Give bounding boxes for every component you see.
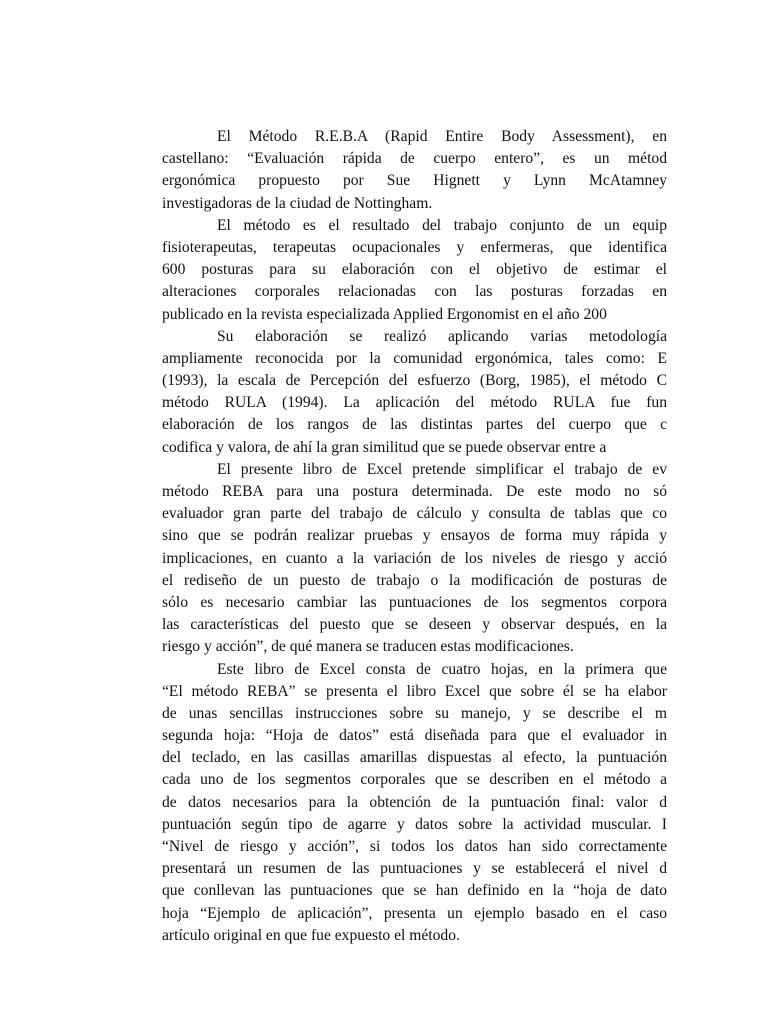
text-line: hoja “Ejemplo de aplicación”, presenta un ejemplo basado en el caso xyxy=(162,904,667,922)
text-line: El Método R.E.B.A (Rapid Entire Body Assessment), en xyxy=(217,128,667,145)
text-line: que conllevan las puntuaciones que se han definido en la “hoja de dato xyxy=(162,882,667,900)
text-line: sino que se podrán realizar pruebas y ensayos de forma muy rápida y xyxy=(162,527,667,545)
text-line: alteraciones corporales relacionadas con las posturas forzadas en xyxy=(162,283,667,301)
paragraph xyxy=(162,326,667,459)
text-line: evaluador gran parte del trabajo de cálculo y consulta de tablas que co xyxy=(162,505,667,523)
text-line: sólo es necesario cambiar las puntuaciones de los segmentos corpora xyxy=(162,593,667,611)
text-line: implicaciones, en cuanto a la variación de los niveles de riesgo y acció xyxy=(162,549,667,567)
text-line: puntuación según tipo de agarre y datos sobre la actividad muscular. I xyxy=(162,815,667,833)
text-line: riesgo y acción”, de qué manera se traducen estas modificaciones. xyxy=(162,638,574,656)
text-line: (1993), la escala de Percepción del esfuerzo (Borg, 1985), el método C xyxy=(162,372,667,390)
text-line: Este libro de Excel consta de cuatro hojas, en la primera que xyxy=(217,660,667,678)
text-line: “Nivel de riesgo y acción”, si todos los datos han sido correctamente xyxy=(162,838,667,855)
paragraph xyxy=(162,459,667,659)
text-line: método RULA (1994). La aplicación del método RULA fue fun xyxy=(162,394,667,412)
text-line: ergonómica propuesto por Sue Hignett y Lynn McAtamney xyxy=(162,172,667,190)
text-line: investigadoras de la ciudad de Nottingham. xyxy=(162,194,433,212)
text-line: “El método REBA” se presenta el libro Excel que sobre él se ha elabor xyxy=(162,682,667,700)
text-line: las características del puesto que se deseen y observar después, en la xyxy=(162,616,667,634)
text-line: El método es el resultado del trabajo conjunto de un equip xyxy=(217,216,667,234)
text-line: fisioterapeutas, terapeutas ocupacionales y enfermeras, que identifica xyxy=(162,238,667,256)
text-line: elaboración de los rangos de las distintas partes del cuerpo que c xyxy=(162,416,667,434)
paragraph xyxy=(162,126,667,215)
text-line: codifica y valora, de ahí la gran similitud que se puede observar entre a xyxy=(162,438,607,456)
text-line: El presente libro de Excel pretende simplificar el trabajo de ev xyxy=(217,460,667,478)
paragraph xyxy=(162,659,667,947)
text-line: artículo original en que fue expuesto el método. xyxy=(162,926,460,944)
text-line: Su elaboración se realizó aplicando varias metodología xyxy=(217,327,667,345)
text-line: 600 posturas para su elaboración con el objetivo de estimar el xyxy=(162,261,667,279)
text-line: castellano: “Evaluación rápida de cuerpo entero”, es un métod xyxy=(162,150,667,168)
text-line: del teclado, en las casillas amarillas dispuestas al efecto, la puntuación xyxy=(162,749,667,767)
text-line: método REBA para una postura determinada. De este modo no só xyxy=(162,483,667,500)
text-line: segunda hoja: “Hoja de datos” está diseñada para que el evaluador in xyxy=(162,727,667,745)
text-line: cada uno de los segmentos corporales que se describen en el método a xyxy=(162,771,667,789)
text-line: ampliamente reconocida por la comunidad ergonómica, tales como: E xyxy=(162,349,667,367)
text-line: el rediseño de un puesto de trabajo o la modificación de posturas de xyxy=(162,571,667,589)
paragraph xyxy=(162,215,667,326)
document-body xyxy=(162,126,667,947)
text-line: de datos necesarios para la obtención de la puntuación final: valor d xyxy=(162,793,667,811)
text-line: de unas sencillas instrucciones sobre su manejo, y se describe el m xyxy=(162,704,667,722)
text-line: presentará un resumen de las puntuaciones y se establecerá el nivel d xyxy=(162,860,667,878)
text-line: publicado en la revista especializada Applied Ergonomist en el año 200 xyxy=(162,305,607,323)
